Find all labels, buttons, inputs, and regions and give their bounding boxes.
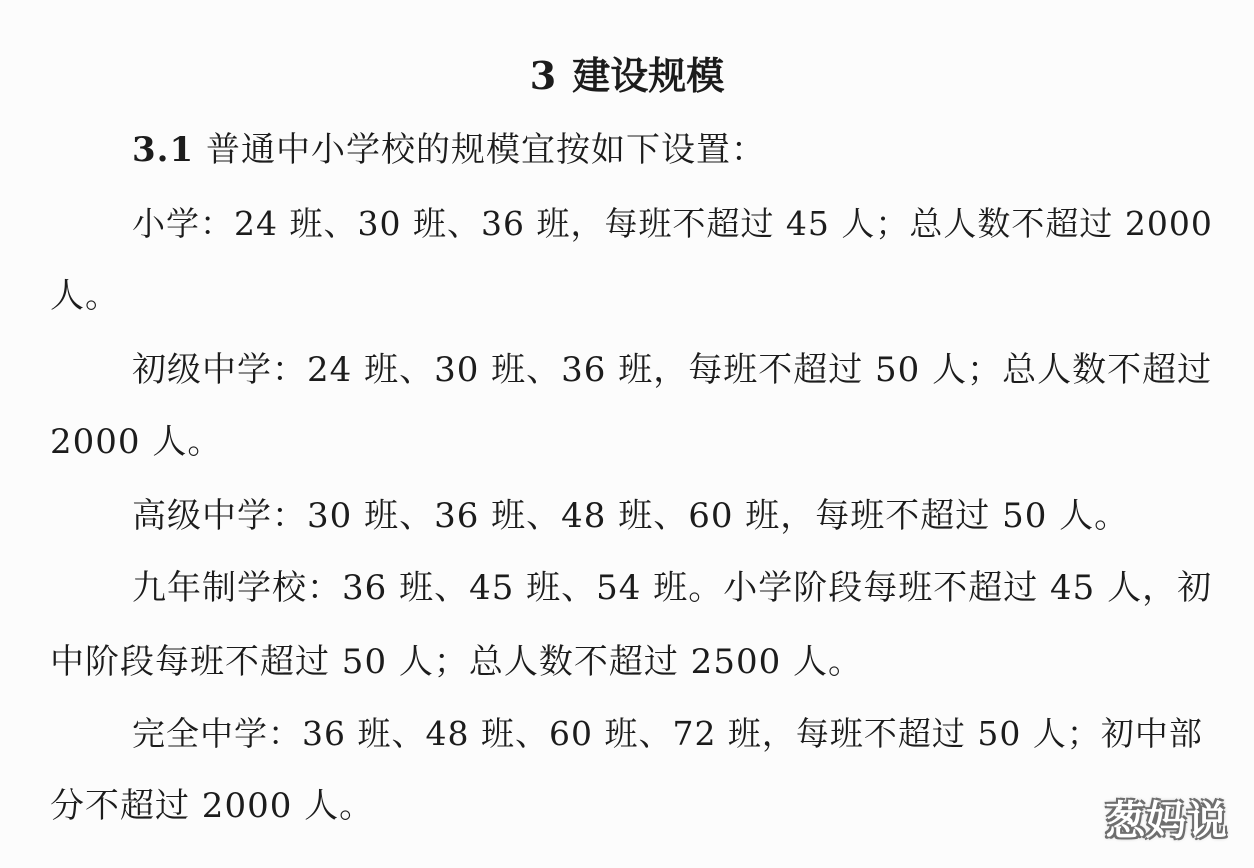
paragraph-primary-school-line-1: 小学：24 班、30 班、36 班，每班不超过 45 人；总人数不超过 2000: [132, 204, 1213, 243]
paragraph-primary-school-line-2: 人。: [50, 276, 120, 316]
paragraph-senior-high-line-1: 高级中学：30 班、36 班、48 班、60 班，每班不超过 50 人。: [132, 496, 1130, 536]
section-number: 3: [529, 53, 557, 98]
clause-text: 普通中小学校的规模宜按如下设置：: [205, 130, 766, 170]
section-heading: [0, 50, 1254, 102]
paragraph-nine-year-line-2: 中阶段每班不超过 50 人；总人数不超过 2500 人。: [50, 642, 864, 682]
paragraph-nine-year-line-1: 九年制学校：36 班、45 班、54 班。小学阶段每班不超过 45 人，初: [132, 568, 1213, 608]
paragraph-junior-middle-line-1: 初级中学：24 班、30 班、36 班，每班不超过 50 人；总人数不超过: [132, 350, 1213, 390]
paragraph-complete-middle-line-1: 完全中学：36 班、48 班、60 班、72 班，每班不超过 50 人；初中部: [132, 714, 1203, 753]
paragraph-complete-middle-line-2: 分不超过 2000 人。: [50, 786, 375, 826]
clause-number: 3.1: [132, 130, 195, 170]
clause-line: [132, 126, 766, 174]
section-title: 建设规模: [572, 53, 725, 98]
watermark-logo: 葱妈说: [1105, 798, 1228, 844]
paragraph-junior-middle-line-2: 2000 人。: [50, 422, 223, 462]
